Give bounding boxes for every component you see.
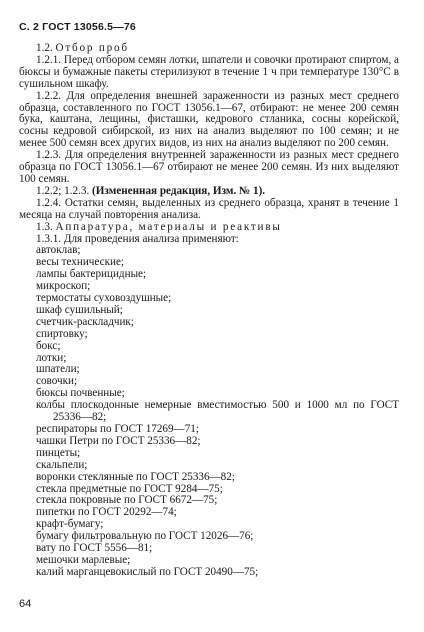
list-item: бюксы почвенные; [36,387,125,400]
list-item: колбы плоскодонные немерные вместимостью 500 и 1000 мл по ГОСТ 25336—82; [36,399,399,424]
list-item: вату по ГОСТ 5556—81; [36,542,153,555]
section-number: 1.3. [36,220,53,233]
section-heading-equipment [19,222,399,234]
list-item: воронки стеклянные по ГОСТ 25336—82; [36,470,235,483]
list-item: лампы бактерицидные; [36,268,147,281]
list-item: шпатели; [36,363,80,376]
list-item: пипетки по ГОСТ 20292—74; [36,506,177,519]
list-item: шкаф сушильный; [36,303,123,316]
running-header: С. 2 ГОСТ 13056.5—76 [19,21,136,33]
list-item: скальпели; [36,458,88,471]
paragraph-1-2-3: 1.2.3. Для определения внутренней зараженности из разных мест среднего образца по ГОСТ 13056.1—67 отбирают не менее 200 семян. Из них выделяют 100 семян. [19,149,399,185]
page-number: 64 [19,598,32,610]
list-item: калий марганцевокислый по ГОСТ 20490—75; [36,565,259,578]
amendment-text: (Измененная редакция, Изм. № 1). [92,184,266,197]
list-item: счетчик-раскладчик; [36,315,134,328]
list-item: микроскоп; [36,280,91,293]
paragraph-1-3-1: 1.3.1. Для проведения анализа применяют: [36,232,239,245]
list-item: крафт-бумагу; [36,518,104,531]
list-item: чашки Петри по ГОСТ 25336—82; [36,434,201,447]
amendment-note [19,186,399,198]
amendment-clauses: 1.2.2; 1.2.3. [36,184,90,197]
equipment-list [19,245,399,578]
list-item: бумагу фильтровальную по ГОСТ 12026—76; [36,530,254,543]
list-item: термостаты суховоздушные; [36,292,172,305]
list-item: весы технические; [36,256,124,269]
list-item: стекла покровные по ГОСТ 6672—75; [36,494,218,507]
list-item: совочки; [36,375,78,388]
list-item: спиртовку; [36,327,88,340]
section-title: Отбор проб [55,42,129,54]
list-item: автоклав; [36,244,81,257]
section-title: Аппаратура, материалы и реактивы [55,220,282,233]
paragraph-1-2-1: 1.2.1. Перед отбором семян лотки, шпатели и совочки протирают спиртом, а бюксы и бумажные пакеты стерилизуют в течение 1 ч при температуре 130°С в сушильном шкафу. [19,53,399,90]
paragraph-1-2-4: 1.2.4. Остатки семян, выделенных из среднего образца, хранят в течение 1 месяца на случай повторения анализа. [19,196,399,221]
paragraph-1-2-2: 1.2.2. Для определения внешней зараженности из разных мест среднего образца, составленного по ГОСТ 13056.1—67, отбирают: не менее 200 семян бука, каштана, лещины, фисташки, кедрового стланика, сосны корейской, сосны кедровой сибирской, из них на анализ выделяют по 100 семян; и не менее 500 семян всех других видов, из них на анализ выделяют по 200 семян. [19,89,399,150]
document-body [19,43,399,579]
section-number: 1.2. [36,42,53,54]
list-item: респираторы по ГОСТ 17269—71; [36,423,199,435]
list-item: пинцеты; [36,446,81,459]
list-item: лотки; [36,351,67,364]
list-item: стекла предметные по ГОСТ 9284—75; [36,482,223,495]
list-item: мешочки марлевые; [36,553,131,566]
list-item: бокс; [36,339,61,352]
